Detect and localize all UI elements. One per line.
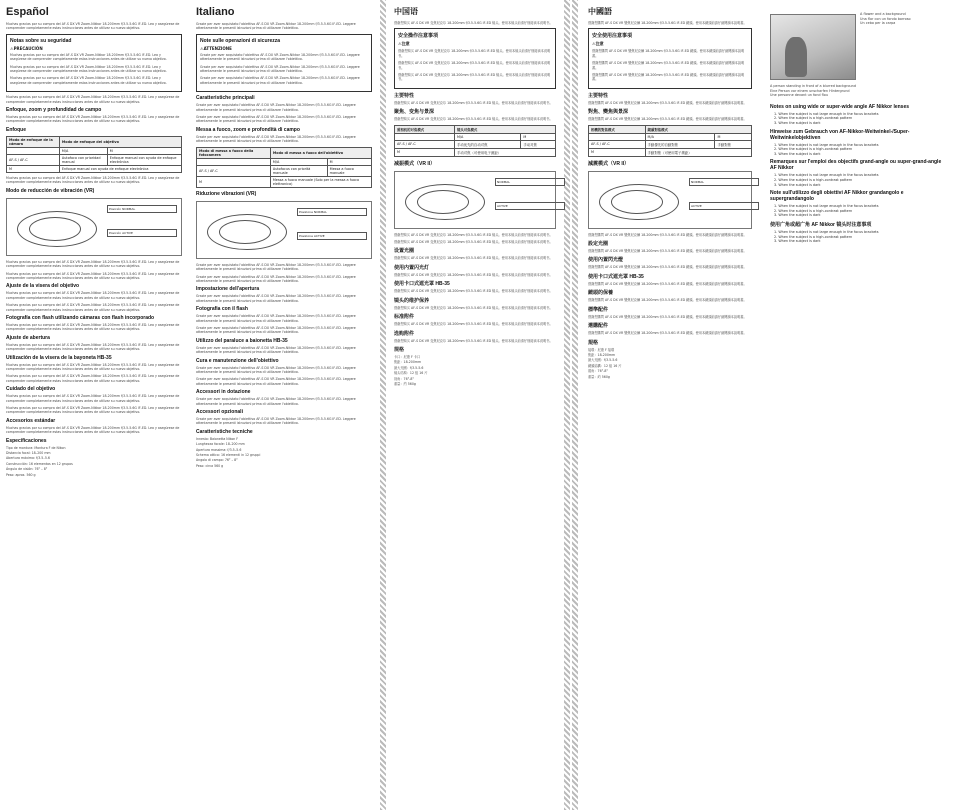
notes-heading-fr: Remarques sur l'emploi des objectifs grand-angle ou super-grand-angle AF Nikkor [770,159,942,172]
spanish-column: Español Muchas gracias por su compra del AF-S DX VR Zoom-Nikkor 18-200mm f/3.5-5.6G IF-ED. Lea y asegúrese de comprender completamente estas instrucciones antes de utilizar su nuevo objetivo. Notas sobre su seguridad ⚠ PRECAUCIÓN Muchas gracias por su compra del AF-S DX VR Zoom-Nikkor 18-200mm f/3.5-5.6G IF-ED. Lea y asegúrese de comprender completamente estas instrucciones antes de utilizar su nuevo objetivo. Muchas gracias por su compra del AF-S DX VR Zoom-Nikkor 18-200mm f/3.5-5.6G IF-ED. Lea y asegúrese de comprender completamente estas instrucciones antes de utilizar su nuevo objetivo. Muchas gracias por su compra del AF-S DX VR Zoom-Nikkor 18-200mm f/3.5-5.6G IF-ED. Lea y asegúrese de comprender completamente estas instrucciones antes de utilizar su nuevo objetivo. Muchas gracias por su compra del AF-S DX VR Zoom-Nikkor 18-200mm f/3.5-5.6G IF-ED. Lea y asegúrese de comprender completamente estas instrucciones antes de utilizar su nuevo objetivo. Enfoque, zoom y profundidad de campo Muchas gracias por su compra del AF-S DX VR Zoom-Nikkor 18-200mm f/3.5-5.6G IF-ED. Lea y asegúrese de comprender completamente estas instrucciones antes de utilizar su nuevo objetivo. Enfoque Modo de enfoque de la cámara Modo de enfoque del objetivo M/A M AF-S / AF-C Autofoco con prioridad manual Enfoque manual con ayuda de enfoque electrónica M Enfoque manual con ayuda de enfoque electrónica Muchas gracias por su compra del AF-S DX VR Zoom-Nikkor 18-200mm f/3.5-5.6G IF-ED. Lea y asegúrese de comprender completamente estas instrucciones antes de utilizar su nuevo objetivo. Modo de reducción de vibración (VR) Posición NORMAL Posición ACTIVE Muchas gracias por su compra del AF-S DX VR Zoom-Nikkor 18-200mm f/3.5-5.6G IF-ED. Lea y asegúrese de comprender completamente estas instrucciones antes de utilizar su nuevo objetivo. Muchas gracias por su compra del AF-S DX VR Zoom-Nikkor 18-200mm f/3.5-5.6G IF-ED. Lea y asegúrese de comprender completamente estas instrucciones antes de utilizar su nuevo objetivo. Ajuste de la visera del objetivo Muchas gracias por su compra del AF-S DX VR Zoom-Nikkor 18-200mm f/3.5-5.6G IF-ED. Lea y asegúrese de comprender completamente estas instrucciones antes de utilizar su nuevo objetivo. Muchas gracias por su compra del AF-S DX VR Zoom-Nikkor 18-200mm f/3.5-5.6G IF-ED. Lea y asegúrese de comprender completamente estas instrucciones antes de utilizar su nuevo objetivo. Fotografía con flash utilizando cámaras con flash incorporado Muchas gracias por su compra del AF-S DX VR Zoom-Nikkor 18-200mm f/3.5-5.6G IF-ED. Lea y asegúrese de comprender completamente estas instrucciones antes de utilizar su nuevo objetivo. Ajuste de abertura Muchas gracias por su compra del AF-S DX VR Zoom-Nikkor 18-200mm f/3.5-5.6G IF-ED. Lea y asegúrese de comprender completamente estas instrucciones antes de utilizar su nuevo objetivo. Utilización de la visera de la bayoneta HB-35 Muchas gracias por su compra del AF-S DX VR Zoom-Nikkor 18-200mm f/3.5-5.6G IF-ED. Lea y asegúrese de comprender completamente estas instrucciones antes de utilizar su nuevo objetivo. Muchas gracias por su compra del AF-S DX VR Zoom-Nikkor 18-200mm f/3.5-5.6G IF-ED. Lea y asegúrese de comprender completamente estas instrucciones antes de utilizar su nuevo objetivo. Cuidado del objetivo Muchas gracias por su compra del AF-S DX VR Zoom-Nikkor 18-200mm f/3.5-5.6G IF-ED. Lea y asegúrese de comprender completamente estas instrucciones antes de utilizar su nuevo objetivo. Muchas gracias por su compra del AF-S DX VR Zoom-Nikkor 18-200mm f/3.5-5.6G IF-ED. Lea y asegúrese de comprender completamente estas instrucciones antes de utilizar su nuevo objetivo. Accesorios estándar Muchas gracias por su compra del AF-S DX VR Zoom-Nikkor 18-200mm f/3.5-5.6G IF-ED. Lea y asegúrese de comprender completamente estas instrucciones antes de utilizar su nuevo objetivo. Especificaciones Tipo de montura: Montura F de Nikon Distancia focal: 18–200 mm Abertura máxima: f/3.5–5.6 Construcción: 16 elementos en 12 grupos Ángulo de visión: 76° – 8° Peso: aprox. 560 g [0,0,188,810]
notes-column: A flower and a background Una flor con un fondo borroso Un cebo per la carpa A person standing in front of a blurred background Eine Person vor einem unscharfen Hintergrund Une personne devant un fond flou Notes on using wide or super-wide angle AF Nikkor lenses 1. When the subject is not large enough in the focus brackets 2. When the subject is a high-contrast pattern 3. When the subject is dark Hinweise zum Gebrauch von AF-Nikkor-Weitwinkel-/Super-Weitwinkelobjektiven 1. When the subject is not large enough in the focus brackets 2. When the subject is a high-contrast pattern 3. When the subject is dark Remarques sur l'emploi des objectifs grand-angle ou super-grand-angle AF Nikkor 1. When the subject is not large enough in the focus brackets 2. When the subject is a high-contrast pattern 3. When the subject is dark Note sull'utilizzo degli obiettivi AF Nikkor grandangolo e supergrandangolo 1. When the subject is not large enough in the focus brackets 2. When the subject is a high-contrast pattern 3. When the subject is dark 使用广角或超广角 AF Nikkor 镜头时注意事项 1. When the subject is not large enough in the focus brackets 2. When the subject is a high-contrast pattern 3. When the subject is dark [764,0,954,810]
margin-hatch [564,0,570,810]
vr-diagram: Posición NORMAL Posición ACTIVE [6,198,182,256]
notes-heading-de: Hinweise zum Gebrauch von AF-Nikkor-Weitwinkel-/Super-Weitwinkelobjektiven [770,128,910,141]
photo-row [770,12,948,82]
photo-caption: A person standing in front of a blurred background Eine Person vor einem unscharfen Hintergrund Une personne devant un fond flou [770,84,856,98]
notes-heading-en: Notes on using wide or super-wide angle AF Nikkor lenses [770,103,910,110]
sample-photo [770,14,856,80]
focus-subheading: Enfoque [6,126,26,133]
caution-label: ⚠ PRECAUCIÓN [10,46,178,51]
focus-heading: Enfoque, zoom y profundidad de campo [6,107,102,114]
notes-heading-zh: 使用广角或超广角 AF Nikkor 镜头时注意事项 [770,221,872,228]
intro-paragraph: Muchas gracias por su compra del AF-S DX VR Zoom-Nikkor 18-200mm f/3.5-5.6G IF-ED. Lea y asegúrese de comprender completamente estas instrucciones antes de utilizar su nuevo objetivo. [6,22,180,31]
spec-heading: Especificaciones [6,437,47,444]
notes-heading-it: Note sull'utilizzo degli obiettivi AF Nikkor grandangolo e supergrandangolo [770,190,904,203]
safety-box: Note sulle operazioni di sicurezza ⚠ ATTENZIONE Grazie per aver acquistato l'obiettivo AF-S DX VR Zoom-Nikkor 18-200mm f/3.5-5.6G IF-ED. Leggere attentamente le presenti istruzioni prima di utilizzare l'obiettivo. Grazie per aver acquistato l'obiettivo AF-S DX VR Zoom-Nikkor 18-200mm f/3.5-5.6G IF-ED. Leggere attentamente le presenti istruzioni prima di utilizzare l'obiettivo. Grazie per aver acquistato l'obiettivo AF-S DX VR Zoom-Nikkor 18-200mm f/3.5-5.6G IF-ED. Leggere attentamente le presenti istruzioni prima di utilizzare l'obiettivo. [196,34,372,92]
safety-heading: Notas sobre su seguridad [10,37,72,44]
focus-mode-table: Modo de enfoque de la cámara Modo de enfoque del objetivo M/A M AF-S / AF-C Autofoco con prioridad manual Enfoque manual con ayuda de enfoque electrónica M Enfoque manual con ayuda de enfoque electrónica [6,136,182,173]
italian-column: Italiano Grazie per aver acquistato l'obiettivo AF-S DX VR Zoom-Nikkor 18-200mm f/3.5-5.6G IF-ED. Leggere attentamente le presenti istruzioni prima di utilizzare l'obiettivo. Note sulle operazioni di sicurezza ⚠ ATTENZIONE Grazie per aver acquistato l'obiettivo AF-S DX VR Zoom-Nikkor 18-200mm f/3.5-5.6G IF-ED. Leggere attentamente le presenti istruzioni prima di utilizzare l'obiettivo. Grazie per aver acquistato l'obiettivo AF-S DX VR Zoom-Nikkor 18-200mm f/3.5-5.6G IF-ED. Leggere attentamente le presenti istruzioni prima di utilizzare l'obiettivo. Grazie per aver acquistato l'obiettivo AF-S DX VR Zoom-Nikkor 18-200mm f/3.5-5.6G IF-ED. Leggere attentamente le presenti istruzioni prima di utilizzare l'obiettivo. Caratteristiche principali Grazie per aver acquistato l'obiettivo AF-S DX VR Zoom-Nikkor 18-200mm f/3.5-5.6G IF-ED. Leggere attentamente le presenti istruzioni prima di utilizzare l'obiettivo. Grazie per aver acquistato l'obiettivo AF-S DX VR Zoom-Nikkor 18-200mm f/3.5-5.6G IF-ED. Leggere attentamente le presenti istruzioni prima di utilizzare l'obiettivo. Messa a fuoco, zoom e profondità di campo Grazie per aver acquistato l'obiettivo AF-S DX VR Zoom-Nikkor 18-200mm f/3.5-5.6G IF-ED. Leggere attentamente le presenti istruzioni prima di utilizzare l'obiettivo. Modo di messa a fuoco della fotocamera Modo di messa a fuoco dell'obiettivo M/A M AF-S / AF-C Autofocus con priorità manuale Messa a fuoco manuale M Messa a fuoco manuale (Solo per la messa a fuoco elettronica) Riduzione vibrazioni (VR) Posizione NORMAL Posizione ACTIVE Grazie per aver acquistato l'obiettivo AF-S DX VR Zoom-Nikkor 18-200mm f/3.5-5.6G IF-ED. Leggere attentamente le presenti istruzioni prima di utilizzare l'obiettivo. Grazie per aver acquistato l'obiettivo AF-S DX VR Zoom-Nikkor 18-200mm f/3.5-5.6G IF-ED. Leggere attentamente le presenti istruzioni prima di utilizzare l'obiettivo. Impostazione dell'apertura Grazie per aver acquistato l'obiettivo AF-S DX VR Zoom-Nikkor 18-200mm f/3.5-5.6G IF-ED. Leggere attentamente le presenti istruzioni prima di utilizzare l'obiettivo. Fotografia con il flash Grazie per aver acquistato l'obiettivo AF-S DX VR Zoom-Nikkor 18-200mm f/3.5-5.6G IF-ED. Leggere attentamente le presenti istruzioni prima di utilizzare l'obiettivo. Grazie per aver acquistato l'obiettivo AF-S DX VR Zoom-Nikkor 18-200mm f/3.5-5.6G IF-ED. Leggere attentamente le presenti istruzioni prima di utilizzare l'obiettivo. Utilizzo del paraluce a baionetta HB-35 Grazie per aver acquistato l'obiettivo AF-S DX VR Zoom-Nikkor 18-200mm f/3.5-5.6G IF-ED. Leggere attentamente le presenti istruzioni prima di utilizzare l'obiettivo. Cura e manutenzione dell'obiettivo Grazie per aver acquistato l'obiettivo AF-S DX VR Zoom-Nikkor 18-200mm f/3.5-5.6G IF-ED. Leggere attentamente le presenti istruzioni prima di utilizzare l'obiettivo. Grazie per aver acquistato l'obiettivo AF-S DX VR Zoom-Nikkor 18-200mm f/3.5-5.6G IF-ED. Leggere attentamente le presenti istruzioni prima di utilizzare l'obiettivo. Accessori in dotazione Grazie per aver acquistato l'obiettivo AF-S DX VR Zoom-Nikkor 18-200mm f/3.5-5.6G IF-ED. Leggere attentamente le presenti istruzioni prima di utilizzare l'obiettivo. Accessori opzionali Grazie per aver acquistato l'obiettivo AF-S DX VR Zoom-Nikkor 18-200mm f/3.5-5.6G IF-ED. Leggere attentamente le presenti istruzioni prima di utilizzare l'obiettivo. Caratteristiche tecniche Innesto: Baionetta Nikon F Lunghezza focale: 18–200 mm Apertura massima: f/3.5–5.6 Schema ottico: 16 elementi in 12 gruppi Angolo di campo: 76° – 8° Peso: circa 560 g [190,0,378,810]
page-title-spanish: Español [6,6,49,18]
page-title-italian: Italiano [196,6,235,18]
focus-mode-table: Modo di messa a fuoco della fotocamera Modo di messa a fuoco dell'obiettivo M/A M AF-S / AF-C Autofocus con priorità manuale Messa a fuoco manuale M Messa a fuoco manuale (Solo per la messa a fuoco elettronica) [196,147,372,188]
vr-heading: Modo de reducción de vibración (VR) [6,187,95,194]
vr-diagram: Posizione NORMAL Posizione ACTIVE [196,201,372,259]
margin-hatch [572,0,578,810]
chinese-simplified-column: 中国语 感谢您购买 AF-S DX VR 变焦尼克尔 18-200mm f/3.5-5.6G IF-ED 镜头。使用本镜头前请仔细阅读本说明书。 安全操作注意事项 ⚠ 注意 感谢您购买 AF-S DX VR 变焦尼克尔 18-200mm f/3.5-5.6G IF-ED 镜头。使用本镜头前请仔细阅读本说明书。 感谢您购买 AF-S DX VR 变焦尼克尔 18-200mm f/3.5-5.6G IF-ED 镜头。使用本镜头前请仔细阅读本说明书。 感谢您购买 AF-S DX VR 变焦尼克尔 18-200mm f/3.5-5.6G IF-ED 镜头。使用本镜头前请仔细阅读本说明书。 主要特性 感谢您购买 AF-S DX VR 变焦尼克尔 18-200mm f/3.5-5.6G IF-ED 镜头。使用本镜头前请仔细阅读本说明书。 聚焦、变焦与景深 感谢您购买 AF-S DX VR 变焦尼克尔 18-200mm f/3.5-5.6G IF-ED 镜头。使用本镜头前请仔细阅读本说明书。 照相机的对焦模式 镜头对焦模式 M/A M AF-S / AF-C 手动优先的自动对焦 手动对焦 M 手动对焦（可使用电子测距） 减振模式（VR II） NORMAL ACTIVE 感谢您购买 AF-S DX VR 变焦尼克尔 18-200mm f/3.5-5.6G IF-ED 镜头。使用本镜头前请仔细阅读本说明书。 感谢您购买 AF-S DX VR 变焦尼克尔 18-200mm f/3.5-5.6G IF-ED 镜头。使用本镜头前请仔细阅读本说明书。 设置光圈 感谢您购买 AF-S DX VR 变焦尼克尔 18-200mm f/3.5-5.6G IF-ED 镜头。使用本镜头前请仔细阅读本说明书。 使用内置闪光灯 感谢您购买 AF-S DX VR 变焦尼克尔 18-200mm f/3.5-5.6G IF-ED 镜头。使用本镜头前请仔细阅读本说明书。 使用卡口式遮光罩 HB-35 感谢您购买 AF-S DX VR 变焦尼克尔 18-200mm f/3.5-5.6G IF-ED 镜头。使用本镜头前请仔细阅读本说明书。 镜头的维护保养 感谢您购买 AF-S DX VR 变焦尼克尔 18-200mm f/3.5-5.6G IF-ED 镜头。使用本镜头前请仔细阅读本说明书。 标准附件 感谢您购买 AF-S DX VR 变焦尼克尔 18-200mm f/3.5-5.6G IF-ED 镜头。使用本镜头前请仔细阅读本说明书。 选购附件 感谢您购买 AF-S DX VR 变焦尼克尔 18-200mm f/3.5-5.6G IF-ED 镜头。使用本镜头前请仔细阅读本说明书。 规格 卡口：尼康 F 卡口 焦距：18-200mm 最大光圈：f/3.5-5.6 镜头结构：12 组 16 片 视角：76°-8° 重量：约 560g [380,0,570,810]
margin-hatch [380,0,386,810]
chinese-traditional-column: 中國語 感謝您購買 AF-S DX VR 變焦尼克爾 18-200mm f/3.5-5.6G IF-ED 鏡頭。使用本鏡頭前請仔細閱讀本說明書。 安全使用注意事項 ⚠ 注意 感謝您購買 AF-S DX VR 變焦尼克爾 18-200mm f/3.5-5.6G IF-ED 鏡頭。使用本鏡頭前請仔細閱讀本說明書。 感謝您購買 AF-S DX VR 變焦尼克爾 18-200mm f/3.5-5.6G IF-ED 鏡頭。使用本鏡頭前請仔細閱讀本說明書。 感謝您購買 AF-S DX VR 變焦尼克爾 18-200mm f/3.5-5.6G IF-ED 鏡頭。使用本鏡頭前請仔細閱讀本說明書。 主要特性 感謝您購買 AF-S DX VR 變焦尼克爾 18-200mm f/3.5-5.6G IF-ED 鏡頭。使用本鏡頭前請仔細閱讀本說明書。 對焦、變焦與景深 感謝您購買 AF-S DX VR 變焦尼克爾 18-200mm f/3.5-5.6G IF-ED 鏡頭。使用本鏡頭前請仔細閱讀本說明書。 相機的對焦模式 鏡頭對焦模式 M/A M AF-S / AF-C 手動優先的自動對焦 手動對焦 M 手動對焦（可使用電子測距） 減震模式（VR II） NORMAL ACTIVE 感謝您購買 AF-S DX VR 變焦尼克爾 18-200mm f/3.5-5.6G IF-ED 鏡頭。使用本鏡頭前請仔細閱讀本說明書。 設定光圈 感謝您購買 AF-S DX VR 變焦尼克爾 18-200mm f/3.5-5.6G IF-ED 鏡頭。使用本鏡頭前請仔細閱讀本說明書。 使用內置閃光燈 感謝您購買 AF-S DX VR 變焦尼克爾 18-200mm f/3.5-5.6G IF-ED 鏡頭。使用本鏡頭前請仔細閱讀本說明書。 使用卡口式遮光罩 HB-35 感謝您購買 AF-S DX VR 變焦尼克爾 18-200mm f/3.5-5.6G IF-ED 鏡頭。使用本鏡頭前請仔細閱讀本說明書。 鏡頭的保養 感謝您購買 AF-S DX VR 變焦尼克爾 18-200mm f/3.5-5.6G IF-ED 鏡頭。使用本鏡頭前請仔細閱讀本說明書。 標準配件 感謝您購買 AF-S DX VR 變焦尼克爾 18-200mm f/3.5-5.6G IF-ED 鏡頭。使用本鏡頭前請仔細閱讀本說明書。 選購配件 感謝您購買 AF-S DX VR 變焦尼克爾 18-200mm f/3.5-5.6G IF-ED 鏡頭。使用本鏡頭前請仔細閱讀本說明書。 規格 接環：尼康 F 接環 焦距：18-200mm 最大光圈：f/3.5-5.6 鏡頭結構：12 組 16 片 視角：76°-8° 重量：約 560g [572,0,762,810]
photo-caption: A flower and a background Una flor con un fondo borroso Un cebo per la carpa [860,12,911,26]
safety-box: Notas sobre su seguridad ⚠ PRECAUCIÓN Muchas gracias por su compra del AF-S DX VR Zoom-Nikkor 18-200mm f/3.5-5.6G IF-ED. Lea y asegúrese de comprender completamente estas instrucciones antes de utilizar su nuevo objetivo. Muchas gracias por su compra del AF-S DX VR Zoom-Nikkor 18-200mm f/3.5-5.6G IF-ED. Lea y asegúrese de comprender completamente estas instrucciones antes de utilizar su nuevo objetivo. Muchas gracias por su compra del AF-S DX VR Zoom-Nikkor 18-200mm f/3.5-5.6G IF-ED. Lea y asegúrese de comprender completamente estas instrucciones antes de utilizar su nuevo objetivo. [6,34,182,92]
spec-list: Tipo de montura: Montura F de Nikon Distancia focal: 18–200 mm Abertura máxima: f/3.5–5.6 Construcción: 16 elementos en 12 grupos Ángulo de visión: 76° – 8° Peso: aprox. 560 g [6,445,73,477]
